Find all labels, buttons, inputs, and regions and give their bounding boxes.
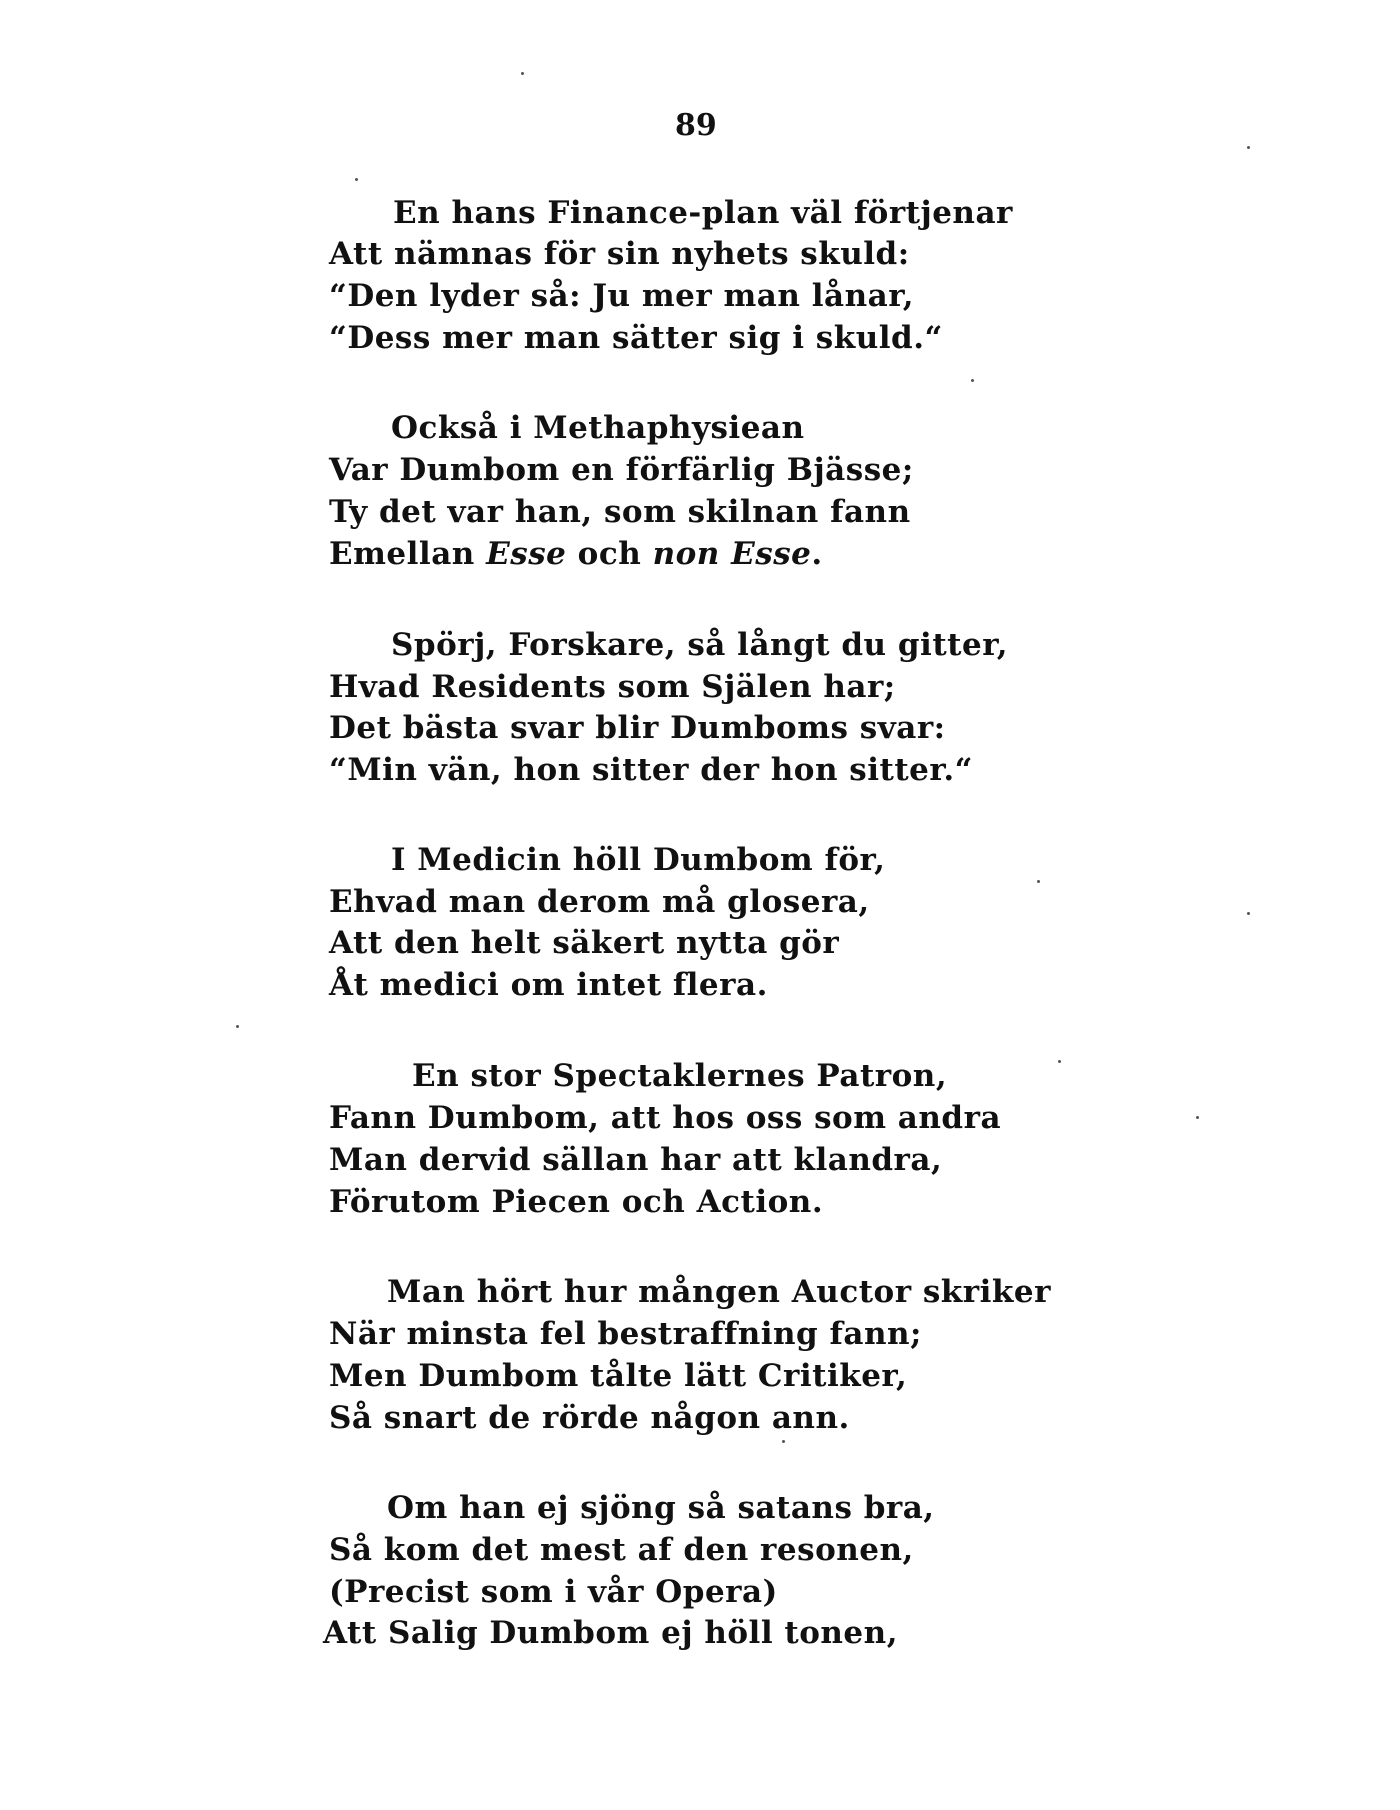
verse-line: Var Dumbom en förfärlig Bjässe; [329,452,914,488]
verse-line: Förutom Piecen och Action. [329,1184,824,1220]
verse-line: Men Dumbom tålte lätt Critiker, [329,1358,908,1394]
verse-line: Ty det var han, som skilnan fann [329,494,911,530]
text-segment: . [811,536,823,572]
verse-line: När minsta fel bestraffning fann; [329,1316,922,1352]
verse-line: Att den helt säkert nytta gör [329,925,840,961]
text-segment: Emellan [329,536,487,572]
scan-speck [1037,880,1040,883]
italic-term: Esse [486,536,567,572]
verse-line: En stor Spectaklernes Patron, [412,1058,948,1094]
verse-line: En hans Finance-plan väl förtjenar [393,195,1013,231]
scan-speck [1058,1060,1061,1063]
verse-line: “Den lyder så: Ju mer man lånar, [329,278,915,314]
verse-line: Fann Dumbom, att hos oss som andra [329,1100,1002,1136]
verse-line: Ehvad man derom må glosera, [329,884,870,920]
verse-line: “Min vän, hon sitter der hon sitter.“ [329,752,974,788]
scan-speck [1247,912,1250,915]
verse-line: Man dervid sällan har att klandra, [329,1142,943,1178]
verse-line: Hvad Residents som Själen har; [329,669,896,705]
verse-line: Spörj, Forskare, så långt du gitter, [391,627,1009,663]
verse-line: “Dess mer man sätter sig i skuld.“ [329,320,943,356]
verse-line: I Medicin höll Dumbom för, [391,842,886,878]
verse-line: Så snart de rörde någon ann. [329,1400,850,1436]
verse-line: Det bästa svar blir Dumboms svar: [329,710,946,746]
scan-speck [971,379,974,382]
verse-line: (Precist som i vår Opera) [329,1574,778,1610]
verse-line: Också i Methaphysiean [391,410,805,446]
text-segment: och [566,536,653,572]
scan-speck [521,72,524,75]
scan-speck [782,1440,785,1443]
verse-line-with-italics [329,536,823,572]
scan-speck [1196,1116,1199,1119]
scan-speck [355,178,358,181]
verse-line: Att nämnas för sin nyhets skuld: [329,236,910,272]
verse-line: Så kom det mest af den resonen, [329,1532,914,1568]
verse-line: Man hört hur mången Auctor skriker [387,1274,1051,1310]
verse-line: Att Salig Dumbom ej höll tonen, [323,1615,898,1651]
page-number: 89 [675,108,717,143]
verse-line: Åt medici om intet flera. [329,967,768,1003]
verse-line: Om han ej sjöng så satans bra, [387,1490,935,1526]
scan-speck [1247,146,1250,149]
italic-term: non Esse [652,536,812,572]
scan-speck [236,1025,239,1028]
